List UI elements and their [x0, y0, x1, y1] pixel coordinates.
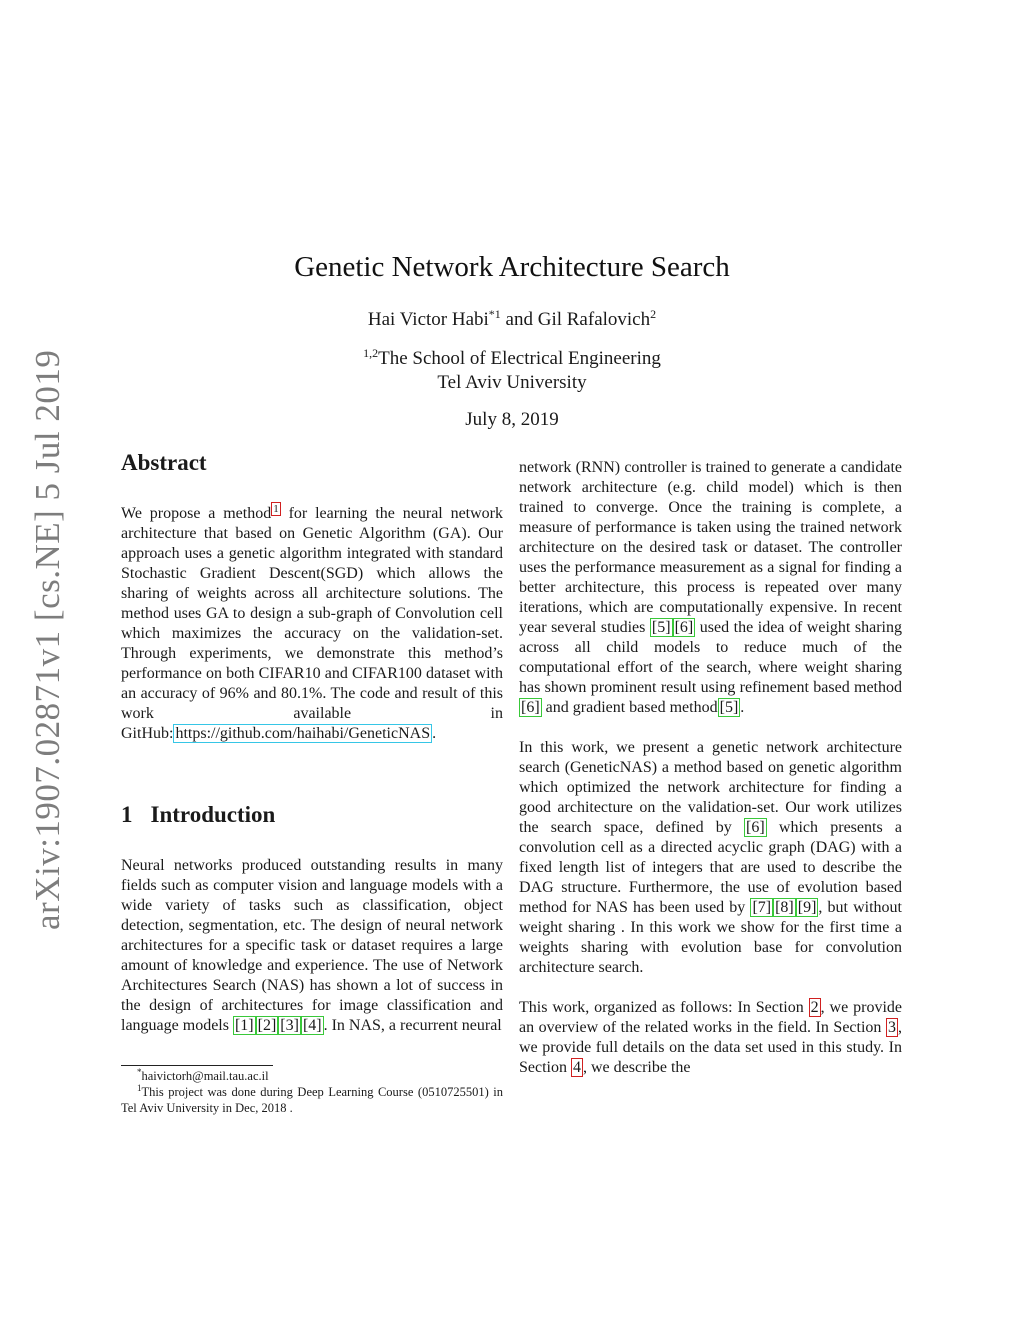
affiliation-sup: 1,2 [363, 346, 379, 360]
footnote-course-text: This project was done during Deep Learning Course (0510725501) in Tel Aviv University in Dec, 2018 . [121, 1085, 503, 1115]
intro-heading-text: Introduction [150, 802, 276, 827]
right-paragraph-1 [519, 458, 902, 718]
author-line [0, 309, 1024, 331]
arxiv-identifier: arXiv:1907.02871v1 [cs.NE] 5 Jul 2019 [28, 349, 67, 930]
affiliation-school: The School of Electrical Engineering [378, 348, 661, 369]
right-paragraph-2 [519, 738, 902, 978]
abstract-paragraph [121, 504, 503, 744]
right-p3-text-3: , we provide full details on the data set used in this study. In Section [519, 1019, 902, 1076]
affiliation-university: Tel Aviv University [437, 372, 587, 393]
section-link-3[interactable]: 3 [888, 1019, 896, 1036]
citation-6b[interactable]: [6] [521, 699, 540, 716]
footnote-email-text: haivictorh@mail.tau.ac.il [141, 1069, 269, 1083]
author-rafalovich-sup: 2 [650, 307, 657, 321]
citation-3[interactable]: [3] [280, 1017, 299, 1034]
section-link-4[interactable]: 4 [573, 1059, 581, 1076]
intro-heading [121, 802, 275, 828]
author-habi-sup: *1 [488, 307, 501, 321]
github-link[interactable]: https://github.com/haihabi/GeneticNAS [175, 725, 431, 742]
citation-1[interactable]: [1] [234, 1017, 254, 1034]
affiliation [0, 347, 1024, 395]
citation-8[interactable]: [8] [775, 899, 794, 916]
footnote-link-1[interactable]: 1 [273, 503, 279, 515]
right-column [519, 458, 902, 1078]
footnote-course-sup: 1 [137, 1083, 142, 1093]
right-p2-text-3: , but without weight sharing . In this work we show for the first time a weights sharing with evolution base for convolution architecture search. [519, 899, 903, 976]
right-p2-text-2: which presents a convolution cell as a directed acyclic graph (DAG) with a fixed length list of integers that are used to describe the DAG structure. Furthermore, the use of evolution based method for NAS has been used by [519, 819, 902, 916]
abstract-text-2: for learning the neural network architecture that based on Genetic Algorithm (GA). Our approach uses a genetic algorithm integrated with standard Stochastic Gradient Descent(SGD) which allows the sharing of weights across all architecture solutions. The method uses GA to design a sub-graph of Convolution cell which maximizes the accuracy on the validation-set. Through experiments, we demonstrate this method’s performance on both CIFAR10 and CIFAR100 dataset with an accuracy of 96% and 80.1%. The code and result of this work available in GitHub: [121, 505, 504, 742]
section-link-2[interactable]: 2 [810, 999, 819, 1016]
intro-section-number: 1 [121, 802, 133, 827]
citation-6[interactable]: [6] [674, 619, 694, 636]
right-p1-text-3: and gradient based method [541, 699, 718, 716]
abstract-body [121, 504, 503, 744]
intro-text-2: . In NAS, a recurrent neural [323, 1017, 502, 1034]
right-p1-text-1: network (RNN) controller is trained to generate a candidate network architecture (e.g. child model) which is then trained to converge. Once the training is complete, a measure of performance is taken using the trained network architecture on the desired task or dataset. The controller uses the performance measurement as a signal for finding a better architecture, this process is repeated over many iterations, which are computationally expensive. In recent year several studies [519, 459, 902, 636]
citation-7[interactable]: [7] [752, 899, 772, 916]
footnote-email-sup: * [137, 1067, 142, 1077]
right-p1-text-4: . [740, 699, 745, 716]
right-p2-text-1: In this work, we present a genetic network architecture search (GeneticNAS) a method based on genetic algorithm which optimized the network architecture for finding a good architecture on the validation-set. Our work utilizes the search space, defined by [519, 739, 902, 836]
right-p1-text-2: used the idea of weight sharing across all child models to reduce much of the computational effort of the search, where weight sharing has shown prominent result using refinement based method [519, 619, 903, 696]
citation-4[interactable]: [4] [302, 1017, 322, 1034]
right-p3-text-2: , we provide an overview of the related works in the field. In Section [519, 999, 903, 1036]
paper-date: July 8, 2019 [465, 409, 559, 430]
right-p3-text-1: This work, organized as follows: In Section [519, 999, 809, 1016]
right-p3-text-4: , we describe the [583, 1059, 691, 1076]
abstract-heading: Abstract [121, 450, 207, 475]
author-rafalovich: and Gil Rafalovich [500, 309, 651, 330]
citation-5[interactable]: [5] [651, 619, 671, 636]
footnote-course [121, 1084, 503, 1116]
footnote-email [121, 1068, 503, 1084]
abstract-text-3: . [432, 725, 437, 742]
intro-text-1: Neural networks produced outstanding results in many fields such as computer vision and language models with a wide variety of tasks such as classification, object detection, segmentation, etc. The design of neural network architectures for a specific task or dataset requires a large amount of knowledge and experience. The use of Network Architectures Search (NAS) has shown a lot of success in the design of architectures for image classification and language models [121, 857, 503, 1034]
intro-paragraph [121, 856, 503, 1036]
intro-body [121, 856, 503, 1036]
right-paragraph-3 [519, 998, 902, 1078]
paper-title: Genetic Network Architecture Search [294, 251, 730, 283]
footnotes [121, 1068, 503, 1116]
abstract-text-1: We propose a method [121, 505, 272, 522]
citation-9[interactable]: [9] [797, 899, 817, 916]
citation-5b[interactable]: [5] [719, 699, 739, 716]
citation-2[interactable]: [2] [257, 1017, 277, 1034]
footnote-rule [121, 1065, 273, 1066]
citation-6c[interactable]: [6] [746, 819, 765, 836]
author-habi: Hai Victor Habi [367, 309, 489, 330]
